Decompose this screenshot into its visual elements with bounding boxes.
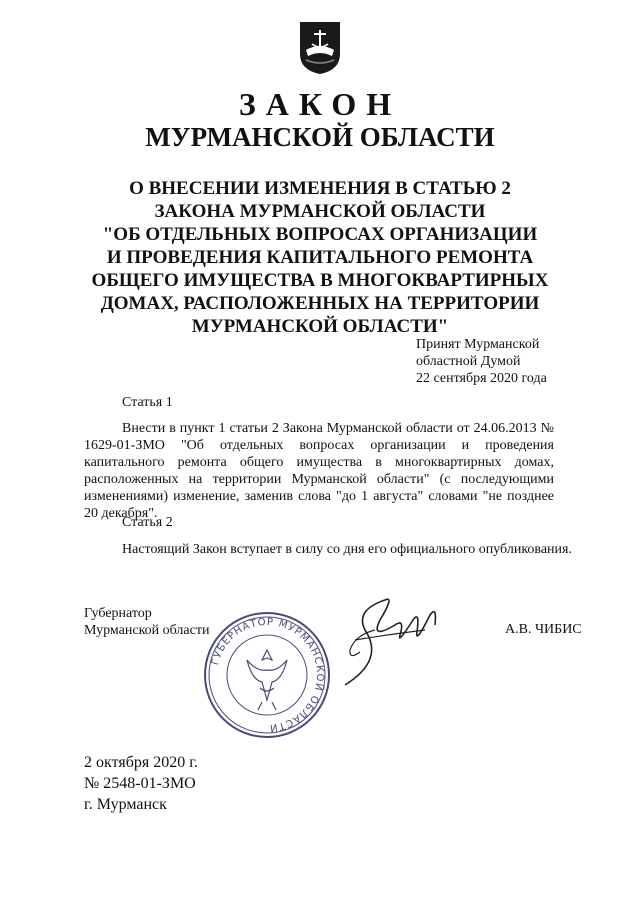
article-1-text: Внести в пункт 1 статьи 2 Закона Мурманской области от 24.06.2013 № 1629-01-ЗМО "Об отдельных вопросах организации и проведения капитального ремонта общего имущества в многоквартирных домах, расположенных на территории Мурманской области" (с последующими изменениями) изменение, заменив слова "до 1 августа" словами "не позднее 20 декабря". (84, 421, 554, 521)
subtitle-line: ОБЩЕГО ИМУЩЕСТВА В МНОГОКВАРТИРНЫХ (91, 270, 549, 291)
seal-text: ГУБЕРНАТОР МУРМАНСКОЙ ОБЛАСТИ (210, 616, 326, 734)
adoption-line: областной Думой (416, 354, 521, 369)
signatory-title-line: Губернатор (84, 606, 152, 621)
adoption-line: Принят Мурманской (416, 337, 540, 352)
subtitle-line: МУРМАНСКОЙ ОБЛАСТИ" (191, 316, 449, 337)
subtitle-line: "ОБ ОТДЕЛЬНЫХ ВОПРОСАХ ОРГАНИЗАЦИИ (102, 224, 538, 245)
subtitle-line: ДОМАХ, РАСПОЛОЖЕННЫХ НА ТЕРРИТОРИИ (100, 293, 540, 314)
signatory-title (84, 605, 209, 639)
article-1-heading: Статья 1 (122, 395, 173, 410)
article-2-text: Настоящий Закон вступает в силу со дня его официального опубликования. (122, 542, 572, 557)
signing-date: 2 октября 2020 г. (84, 754, 198, 771)
signatory-title-line: Мурманской области (84, 623, 210, 638)
adoption-date: 22 сентября 2020 года (416, 371, 547, 386)
law-subtitle (0, 177, 640, 338)
coat-of-arms-icon (298, 20, 342, 76)
document-title-region: МУРМАНСКОЙ ОБЛАСТИ (145, 122, 495, 152)
article-2-heading: Статья 2 (122, 515, 173, 530)
law-number: № 2548-01-ЗМО (84, 775, 196, 792)
signing-place: г. Мурманск (84, 796, 167, 813)
subtitle-line: ЗАКОНА МУРМАНСКОЙ ОБЛАСТИ (154, 201, 486, 222)
official-seal (202, 610, 332, 740)
subtitle-line: О ВНЕСЕНИИ ИЗМЕНЕНИЯ В СТАТЬЮ 2 (129, 178, 511, 199)
document-footer (84, 752, 198, 815)
handwritten-signature (325, 590, 445, 690)
adoption-note (416, 336, 547, 387)
signatory-name: А.В. ЧИБИС (505, 622, 582, 637)
subtitle-line: И ПРОВЕДЕНИЯ КАПИТАЛЬНОГО РЕМОНТА (106, 247, 534, 268)
eagle-icon (247, 650, 287, 710)
document-title: ЗАКОН (238, 86, 402, 122)
